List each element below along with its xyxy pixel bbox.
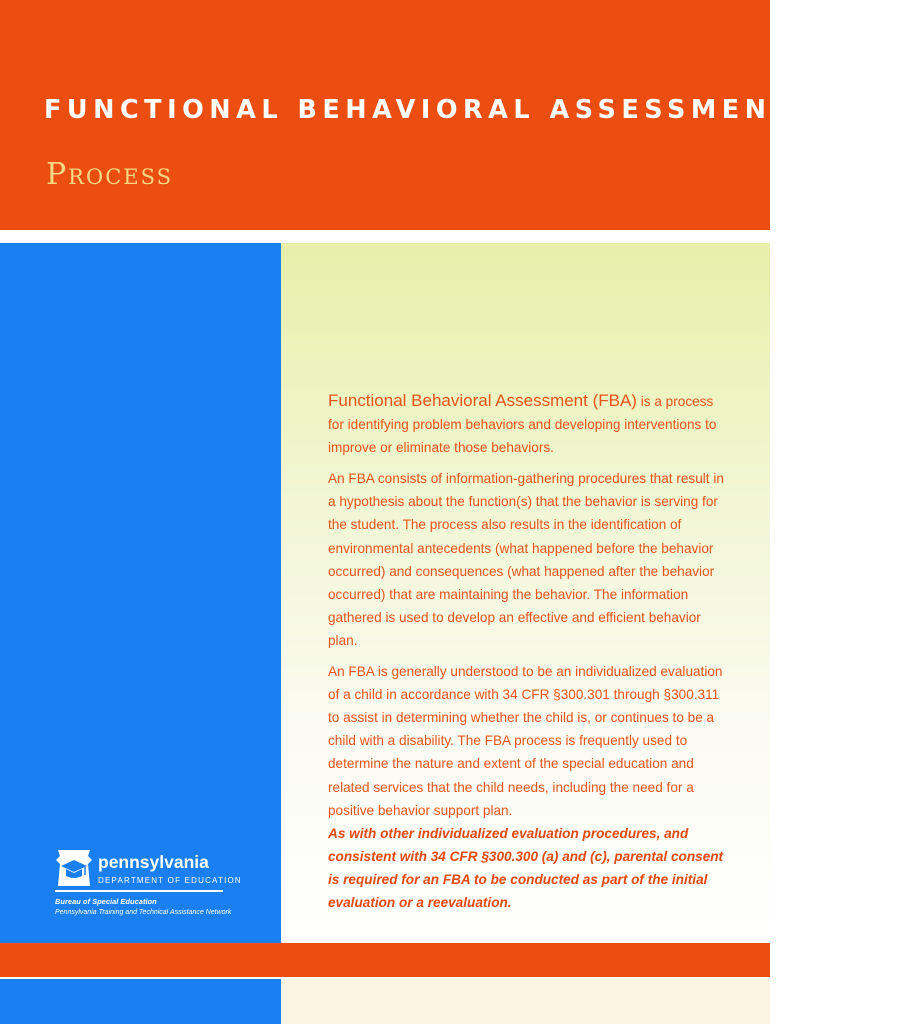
paragraph-3 <box>328 660 726 914</box>
logo-wordmark: pennsylvania <box>98 852 209 872</box>
pde-logo <box>55 845 255 925</box>
logo-department: DEPARTMENT OF EDUCATION <box>98 876 242 885</box>
keystone-graduation-cap-icon <box>55 848 93 888</box>
logo-network: Pennsylvania Training and Technical Assistance Network <box>55 909 232 916</box>
logo-divider <box>55 890 223 892</box>
paragraph-1-rest: is a process for identifying problem behaviors and developing interventions to improve or eliminate those behaviors. <box>328 394 717 456</box>
paragraph-3-text: An FBA is generally understood to be an individualized evaluation of a child in accordance with 34 CFR §300.301 through §300.311 to assist in determining whether the child is, or continues to be a child with a disability. The FBA process is frequently used to determine the nature and extent of the special education and related services that the child needs, including the need for a positive behavior support plan. <box>328 664 723 818</box>
paragraph-1 <box>328 389 726 459</box>
page-subtitle: Process <box>46 157 174 192</box>
footer-blue-block <box>0 979 281 1024</box>
logo-bureau: Bureau of Special Education <box>55 897 157 906</box>
paragraph-3-bold: As with other individualized evaluation procedures, and consistent with 34 CFR §300.300 (a) and (c), parental consent is required for an FBA to be conducted as part of the initial evaluation or a reevaluation. <box>328 825 724 910</box>
body-text <box>328 389 726 922</box>
paragraph-1-lead: Functional Behavioral Assessment (FBA) <box>328 391 637 410</box>
paragraph-2: An FBA consists of information-gathering procedures that result in a hypothesis about the function(s) that the behavior is serving for the student. The process also results in the identification of environmental antecedents (what happened before the behavior occurred) and consequences (what happened after the behavior occurred) that are maintaining the behavior. The information gathered is used to develop an effective and efficient behavior plan. <box>328 471 724 648</box>
header-banner <box>0 0 916 230</box>
page-title: FUNCTIONAL BEHAVIORAL ASSESSMENT (FBA) <box>44 95 916 125</box>
footer-light-block <box>281 979 770 1024</box>
header-gap <box>0 230 770 243</box>
footer-orange-band <box>0 943 770 977</box>
